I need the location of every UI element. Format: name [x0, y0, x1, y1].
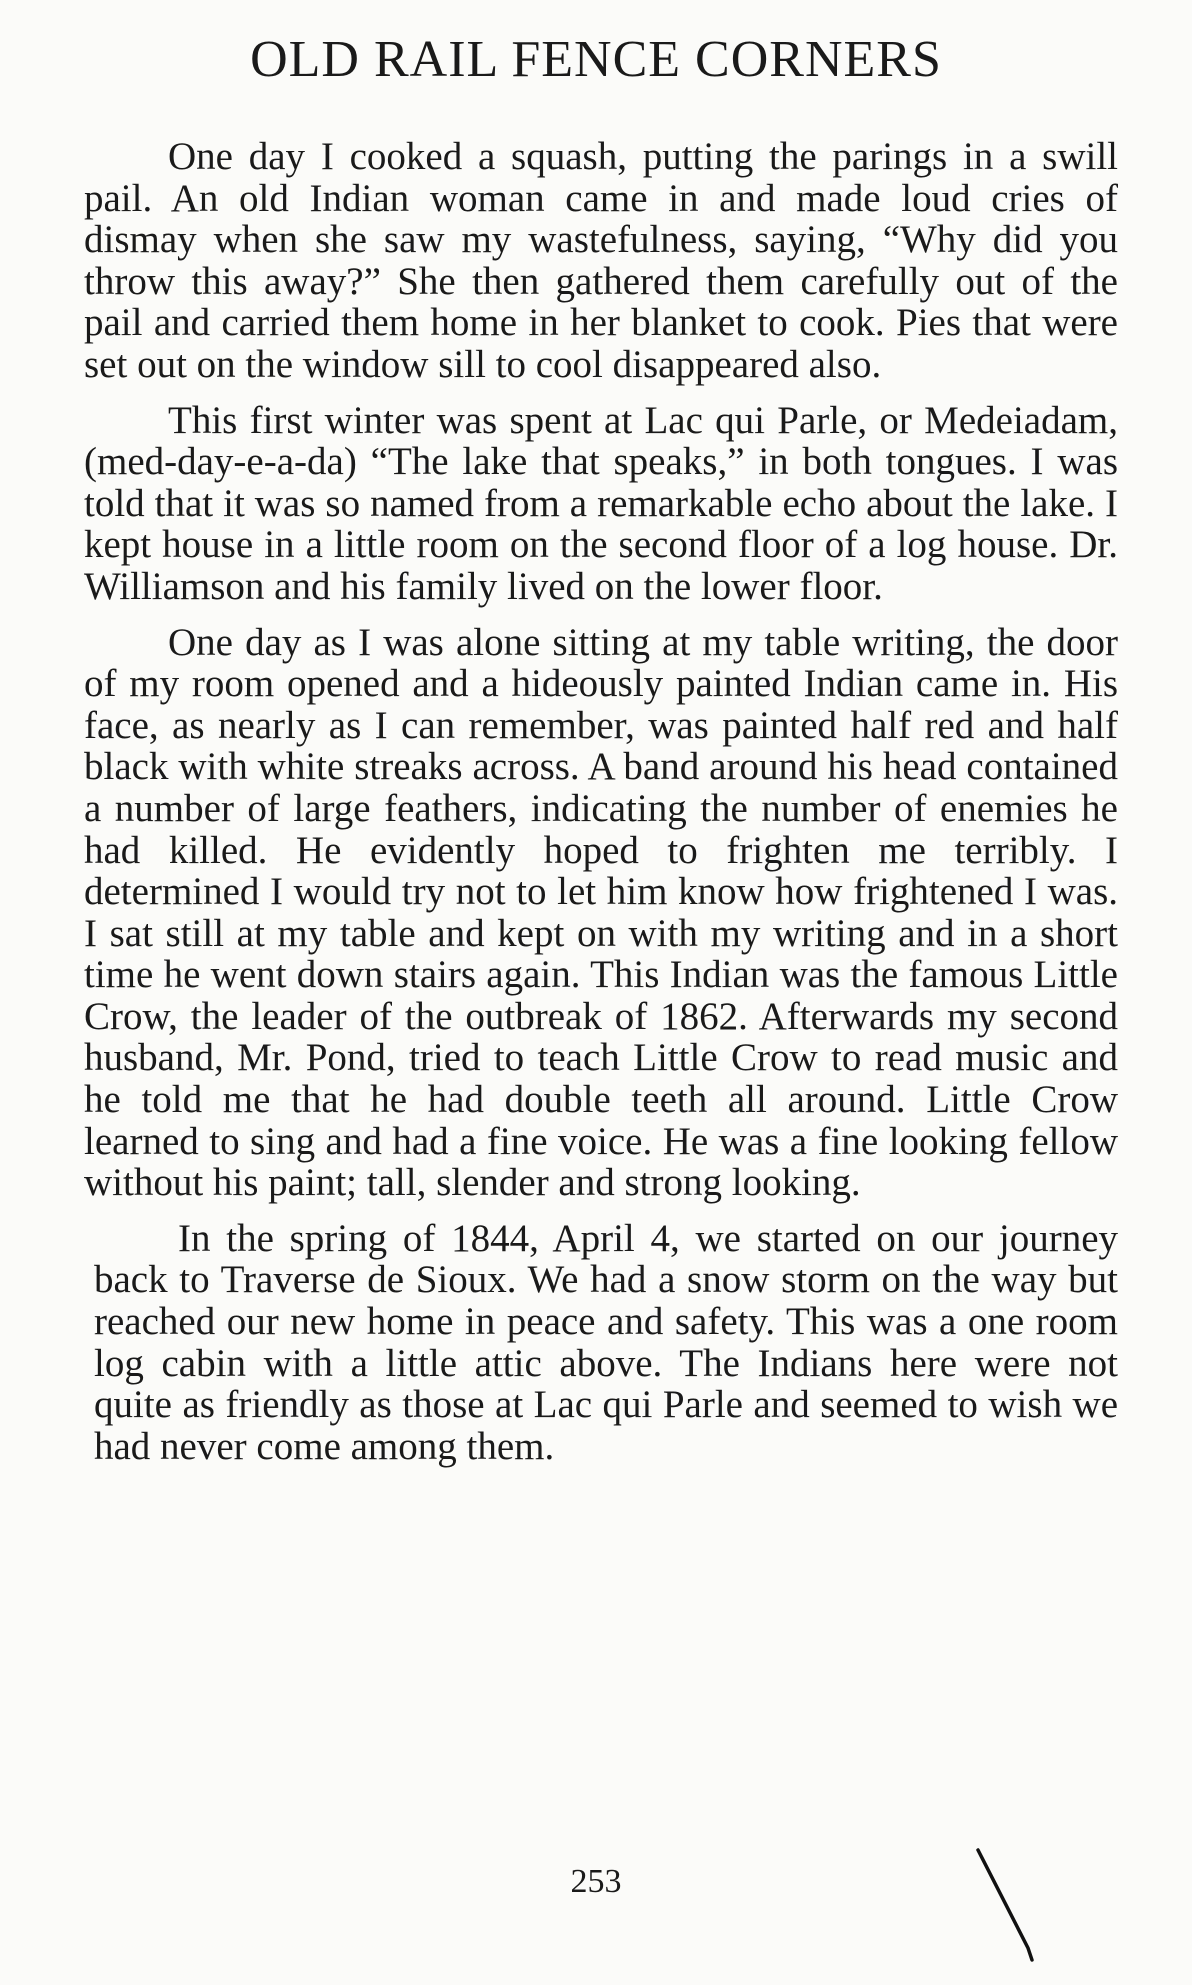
- paragraph-traverse-de-sioux: In the spring of 1844, April 4, we started on our journey back to Traverse de Sioux. We had a snow storm on the way but reached our new home in peace and safety. This was a one room log cabin with a little attic above. The Indians here were not quite as friendly as those at Lac qui Parle and seemed to wish we had never come among them.: [94, 1216, 1118, 1468]
- page-number: 253: [570, 1863, 622, 1900]
- paragraph-lac-qui-parle: This first winter was spent at Lac qui Parle, or Medeiadam, (med-day-e-a-da) “The lake that speaks,” in both tongues. I was told that it was so named from a remarkable echo about the lake. I kept house in a little room on the second floor of a log house. Dr. Williamson and his family lived on the lower floor.: [84, 398, 1118, 608]
- paragraph-squash: One day I cooked a squash, putting the parings in a swill pail. An old Indian woman came in and made loud cries of dismay when she saw my wastefulness, saying, “Why did you throw this away?” She then gathered them carefully out of the pail and carried them home in her blanket to cook. Pies that were set out on the window sill to cool disappeared also.: [84, 135, 1118, 386]
- running-head: OLD RAIL FENCE CORNERS: [250, 31, 942, 88]
- paragraph-little-crow: One day as I was alone sitting at my table writing, the door of my room opened and a hideously painted Indian came in. His face, as nearly as I can remember, was painted half red and half black with white streaks across. A band around his head contained a number of large feathers, indicating the number of enemies he had killed. He evidently hoped to frighten me terribly. I determined I would try not to let him know how frightened I was. I sat still at my table and kept on with my writing and in a short time he went down stairs again. This Indian was the famous Little Crow, the leader of the outbreak of 1862. Afterwards my second husband, Mr. Pond, tried to teach Little Crow to read music and he told me that he had double teeth all around. Little Crow learned to sing and had a fine voice. He was a fine looking fellow without his paint; tall, slender and strong looking.: [84, 620, 1118, 1205]
- body-text: [84, 136, 1118, 1481]
